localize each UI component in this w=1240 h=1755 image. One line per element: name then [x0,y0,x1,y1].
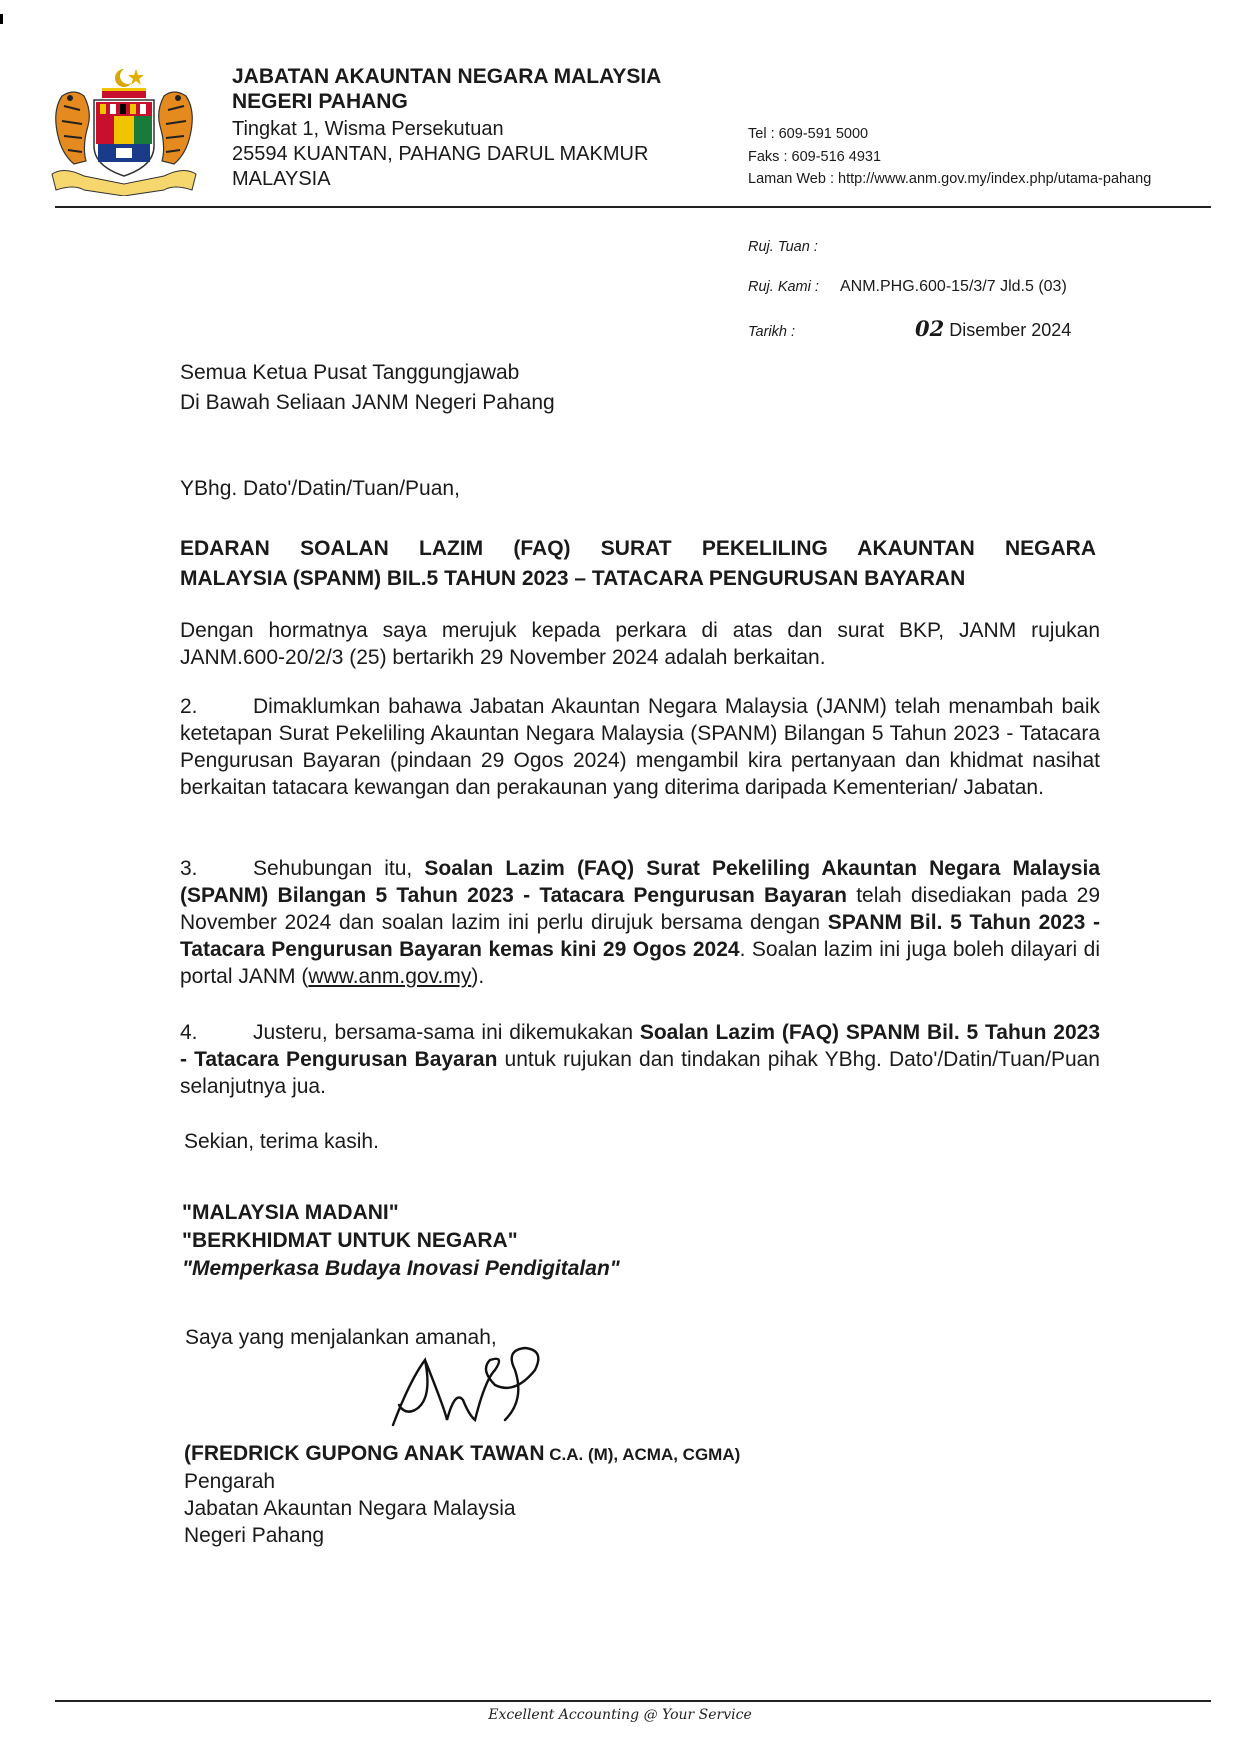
paragraph-4-number: 4. [180,1021,198,1044]
recipient-line2: Di Bawah Seliaan JANM Negeri Pahang [180,391,555,414]
signer-org: Jabatan Akauntan Negara Malaysia [184,1497,516,1520]
ref-date [748,316,1071,341]
signer-name: (FREDRICK GUPONG ANAK TAWAN [184,1442,545,1465]
recipient-line1: Semua Ketua Pusat Tanggungjawab [180,361,520,384]
tel: Tel : 609-591 5000 [748,126,869,142]
org-line2: NEGERI PAHANG [232,90,408,113]
signer-position: Pengarah [184,1470,276,1493]
paragraph-2-text: Dimaklumkan bahawa Jabatan Akauntan Negara Malaysia (JANM) telah menambah baik ketetapan Surat Pekeliling Akauntan Negara Malaysia (SPANM) Bilangan 5 Tahun 2023 - Tatacara Pengurusan Bayaran (pindaan 29 Ogos 2024) mengambil kira pertanyaan dan khidmat nasihat berkaitan tatacara kewangan dan perakaunan yang diterima daripada Kementerian/ Jabatan. [180,695,1100,799]
paragraph-3 [180,855,1100,990]
mottos [182,1199,620,1283]
closing: Sekian, terima kasih. [184,1130,379,1153]
paragraph-3-number: 3. [180,857,198,880]
p3-c: telah disediakan pada 29 November 2024 dan soalan lazim ini perlu dirujuk bersama dengan [180,884,1101,934]
website[interactable]: Laman Web : http://www.anm.gov.my/index.php/utama-pahang [748,171,1152,187]
date-rest: Disember 2024 [949,320,1072,340]
address-line3: MALAYSIA [232,168,331,190]
signature-icon [385,1340,555,1440]
subject-title [180,534,1096,594]
date-day: 02 [915,316,945,341]
subject-line1: EDARAN SOALAN LAZIM (FAQ) SURAT PEKELILING AKAUNTAN NEGARA [180,537,1096,560]
p3-f: ). [471,965,485,988]
paragraph-2-number: 2. [180,695,198,718]
organization-name [232,64,661,114]
organization-address [232,117,648,192]
coat-of-arms-icon [44,66,204,196]
ref-tuan [748,238,840,256]
p3-d: SPANM Bil. 5 Tahun 2023 - Tatacara Pengurusan Bayaran kemas kini 29 Ogos 2024 [180,911,1100,961]
p4-c: untuk rujukan dan tindakan pihak YBhg. Dato'/Datin/Tuan/Puan selanjutnya jua. [180,1048,1100,1098]
ref-kami-label: Ruj. Kami : [748,279,819,295]
signer-state: Negeri Pahang [184,1524,325,1547]
scan-mark [0,14,3,24]
paragraph-1: Dengan hormatnya saya merujuk kepada perkara di atas dan surat BKP, JANM rujukan JANM.600-20/2/3 (25) bertarikh 29 November 2024 adalah berkaitan. [180,619,1100,669]
motto-2: "BERKHIDMAT UNTUK NEGARA" [182,1229,518,1252]
subject-line2: MALAYSIA (SPANM) BIL.5 TAHUN 2023 – TATACARA PENGURUSAN BAYARAN [180,567,966,590]
header-divider [55,206,1211,208]
p3-b: Soalan Lazim (FAQ) Surat Pekeliling Akauntan Negara Malaysia (SPANM) Bilangan 5 Tahun 2023 - Tatacara Pengurusan Bayaran [180,857,1100,907]
paragraph-4 [180,1019,1100,1100]
contact-info [748,123,1151,191]
motto-1: "MALAYSIA MADANI" [182,1201,399,1224]
ref-kami [748,278,1067,296]
p4-b: Soalan Lazim (FAQ) SPANM Bil. 5 Tahun 2023 - Tatacara Pengurusan Bayaran [180,1021,1100,1071]
ref-tuan-label: Ruj. Tuan : [748,239,818,255]
p3-e: . Soalan lazim ini juga boleh dilayari di portal JANM ( [180,938,1100,988]
org-line1: JABATAN AKAUNTAN NEGARA MALAYSIA [232,65,662,88]
salutation: YBhg. Dato'/Datin/Tuan/Puan, [180,477,460,500]
paragraph-2 [180,693,1100,801]
ref-kami-value: ANM.PHG.600-15/3/7 Jld.5 (03) [840,278,1067,295]
motto-3: "Memperkasa Budaya Inovasi Pendigitalan" [182,1257,620,1280]
signer-quals: C.A. (M), ACMA, CGMA) [544,1445,741,1464]
recipient [180,358,555,418]
date-label: Tarikh : [748,324,796,340]
footer-divider [55,1700,1211,1702]
footer-tagline: Excellent Accounting @ Your Service [488,1707,752,1723]
signer-block [184,1440,740,1549]
fax: Faks : 609-516 4931 [748,148,882,165]
address-line1: Tingkat 1, Wisma Persekutuan [232,118,504,140]
p4-a: Justeru, bersama-sama ini dikemukakan [253,1021,640,1044]
p3-a: Sehubungan itu, [253,857,425,880]
signature-lead: Saya yang menjalankan amanah, [185,1326,497,1349]
address-line2: 25594 KUANTAN, PAHANG DARUL MAKMUR [232,143,649,165]
portal-link[interactable]: www.anm.gov.my [308,965,472,988]
